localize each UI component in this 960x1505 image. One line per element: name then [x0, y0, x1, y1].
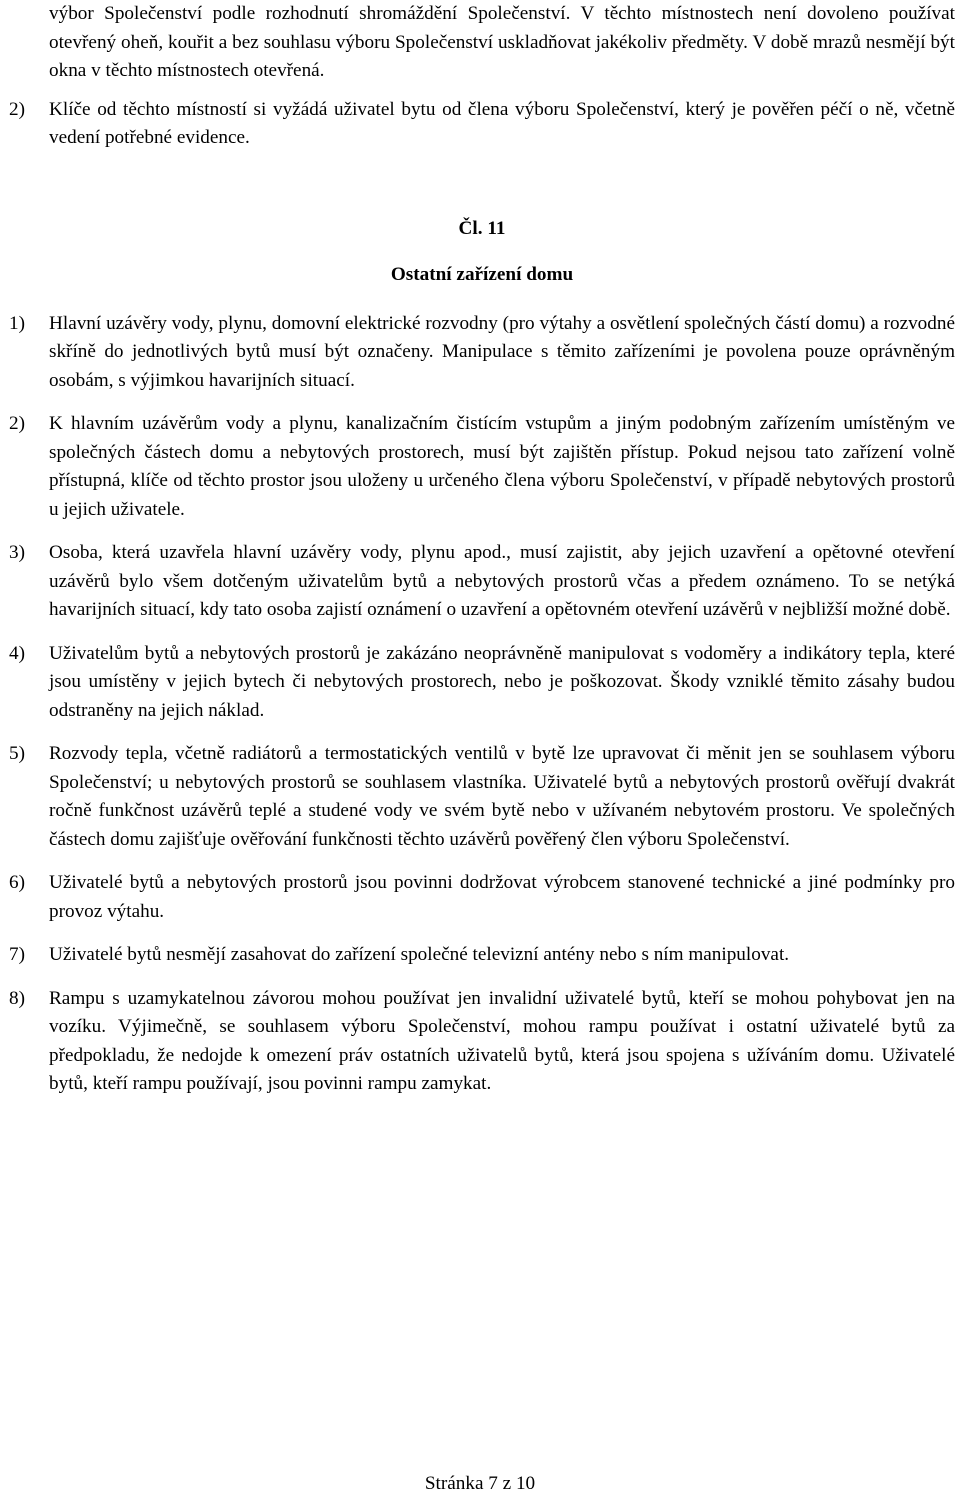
list-item-2 [9, 410, 955, 524]
list-item-number: 4) [9, 642, 25, 664]
list-item-text: K hlavním uzávěrům vody a plynu, kanalizačním čistícím vstupům a jiným podobným zařízením umístěným ve společných částech domu a nebytových prostorech, musí být zajištěn přístup. Pokud nejsou tato zařízení volně přístupná, klíče od těchto prostor jsou uloženy u určeného člena výboru Společenství, v případě nebytových prostorů u jejich uživatele. [49, 413, 955, 520]
list-item-text: Uživatelé bytů nesmějí zasahovat do zařízení společné televizní antény nebo s ním manipulovat. [49, 944, 790, 965]
list-item-1 [9, 310, 955, 396]
list-item-text: Rampu s uzamykatelnou závorou mohou používat jen invalidní uživatelé bytů, kteří se mohou pohybovat jen na vozíku. Výjimečně, se souhlasem výboru Společenství, mohou rampu používat i ostatní uživatelé bytů za předpokladu, že nedojde k omezení práv ostatních uživatelů bytů, která jsou spojena s užíváním domu. Uživatelé bytů, kteří rampu používají, jsou povinni rampu zamykat. [49, 987, 955, 1094]
list-item-8 [9, 985, 955, 1099]
list-item-text: Hlavní uzávěry vody, plynu, domovní elektrické rozvodny (pro výtahy a osvětlení společných částí domu) a rozvodné skříně do jednotlivých bytů musí být označeny. Manipulace s těmito zařízeními je povolena pouze oprávněným osobám, s výjimkou havarijních situací. [49, 312, 955, 391]
list-item-5 [9, 740, 955, 854]
list-item-3 [9, 539, 955, 625]
page-number-label: Stránka 7 z 10 [424, 1473, 536, 1494]
page-footer [0, 1470, 960, 1499]
list-item-6 [9, 869, 955, 926]
intro-paragraph: výbor Společenství podle rozhodnutí shromáždění Společenství. V těchto místnostech není dovoleno používat otevřený oheň, kouřit a bez souhlasu výboru Společenství uskladňovat jakékoliv předměty. V době mrazů nesmějí být okna v těchto místnostech otevřená. [49, 3, 955, 81]
list-item-text: Klíče od těchto místností si vyžádá uživatel bytu od člena výboru Společenství, který je pověřen péčí o ně, včetně vedení potřebné evidence. [49, 98, 955, 148]
list-item-text: Uživatelé bytů a nebytových prostorů jsou povinni dodržovat výrobcem stanovené technické a jiné podmínky pro provoz výtahu. [49, 872, 955, 922]
article-number: Čl. 11 [458, 217, 506, 239]
list-item-7 [9, 941, 955, 970]
list-item-text: Uživatelům bytů a nebytových prostorů je zakázáno neoprávněně manipulovat s vodoměry a indikátory tepla, které jsou umístěny v jejich bytech či nebytových prostorech, nebo je poškozovat. Škody vzniklé těmito zásahy budou odstraněny na jejich náklad. [49, 642, 955, 721]
list-item-number: 7) [9, 944, 25, 965]
list-item-text: Rozvody tepla, včetně radiátorů a termostatických ventilů v bytě lze upravovat či měnit jen se souhlasem výboru Společenství; u nebytových prostorů se souhlasem vlastníka. Uživatelé bytů a nebytových prostorů ověřují dvakrát ročně funkčnost uzávěrů teplé a studené vody ve svém bytě nebo v užívaném nebytovém prostoru. Ve společných částech domu zajišťuje ověřování funkčnosti těchto uzávěrů pověřený člen výboru Společenství. [49, 743, 955, 850]
list-item-number: 8) [9, 987, 25, 1009]
list-item-number: 5) [9, 743, 25, 764]
list-item-number: 1) [9, 312, 25, 334]
document-body [9, 0, 955, 1114]
list-item-4 [9, 640, 955, 726]
list-item-prev-2 [9, 96, 955, 153]
list-item-number: 3) [9, 542, 25, 563]
list-item-number: 2) [9, 413, 25, 434]
article-title: Ostatní zařízení domu [390, 264, 574, 285]
list-item-text: Osoba, která uzavřela hlavní uzávěry vody, plynu apod., musí zajistit, aby jejich uzavření a opětovné otevření uzávěrů bylo všem dotčeným uživatelům bytů a nebytových prostorů včas a předem oznámeno. To se netýká havarijních situací, kdy tato osoba zajistí oznámení o uzavření a opětovném otevření uzávěrů v nejbližší možné době. [49, 542, 955, 620]
list-item-number: 2) [9, 98, 25, 120]
list-item-number: 6) [9, 872, 25, 893]
